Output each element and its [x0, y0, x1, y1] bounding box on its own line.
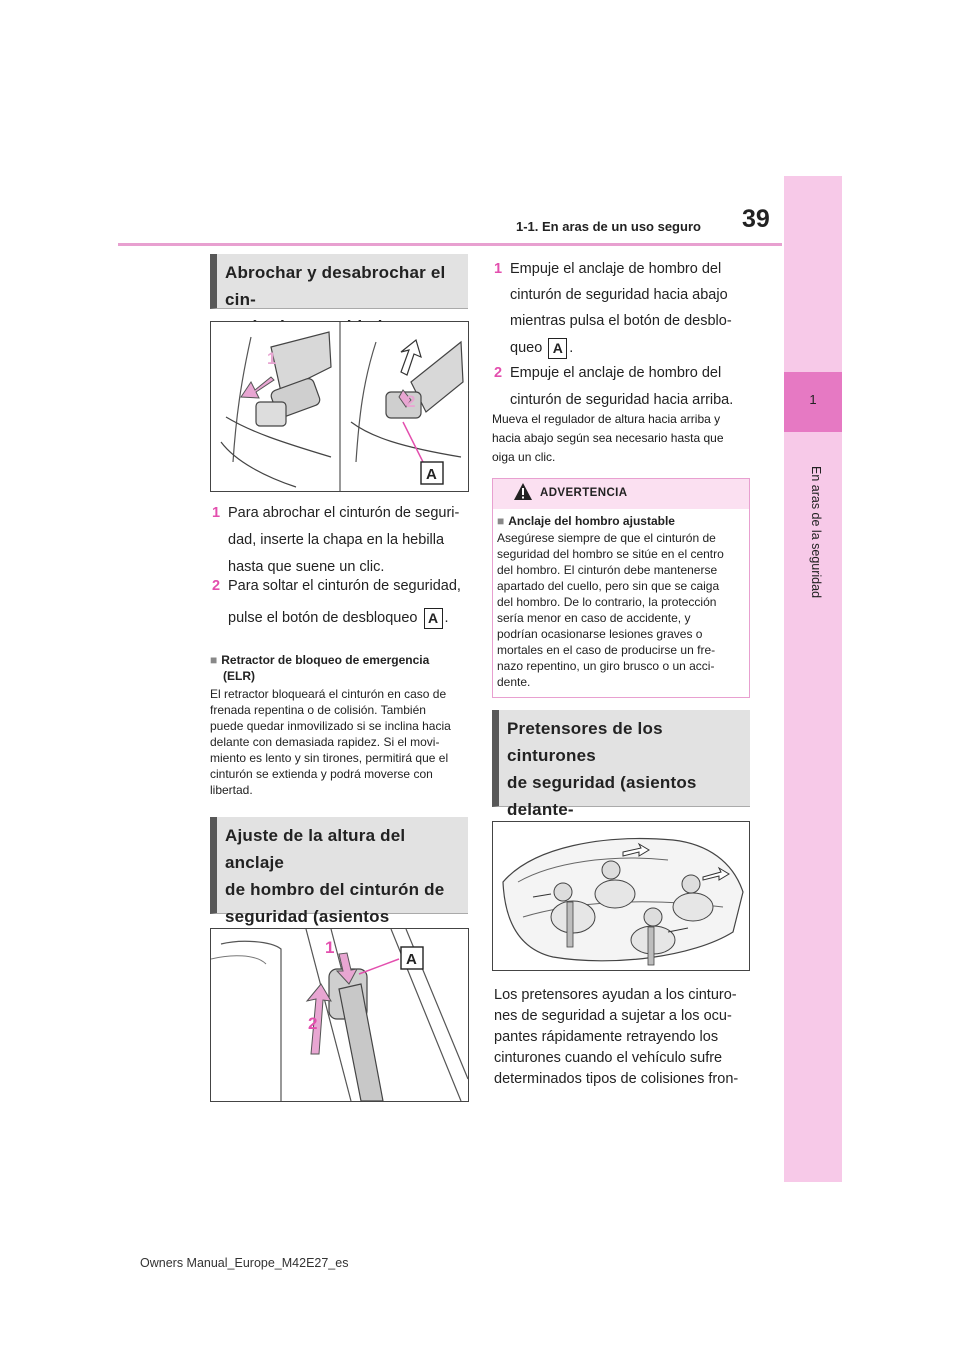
figure-label-1: 1 [267, 349, 277, 368]
step-1-push-down: 1 Empuje el anclaje de hombro del cinturón de seguridad hacia abajo mientras pulsa el botón de desblo- queo A . [494, 257, 756, 361]
height-adjust-illustration [211, 929, 468, 1101]
step-2-push-up: 2 Empuje el anclaje de hombro del cinturón de seguridad hacia arriba. [494, 365, 734, 408]
figure-label-a: A [406, 951, 417, 968]
figure-label-2: 2 [308, 1014, 318, 1033]
footer-doc-id: Owners Manual_Europe_M42E27_es [140, 1256, 349, 1270]
warning-title: ADVERTENCIA [540, 487, 628, 499]
height-note: Mueva el regulador de altura hacia arriba y hacia abajo según sea necesario hasta que oiga un clic. [492, 412, 724, 464]
step-1-buckle: 1 Para abrochar el cinturón de seguri- dad, inserte la chapa en la hebilla hasta que suene un clic. [212, 505, 460, 575]
chapter-number: 1 [809, 392, 817, 407]
buckle-figure [210, 321, 469, 492]
figure-label-a: A [426, 466, 437, 483]
vehicle-cutaway-illustration [493, 822, 749, 970]
header-rule [118, 243, 782, 246]
page-number: 39 [742, 205, 770, 233]
section-header: 1-1. En aras de un uso seguro [516, 219, 701, 234]
buckle-illustration [211, 322, 468, 491]
heading-height-adjust: Ajuste de la altura del anclaje de hombro del cinturón de seguridad (asientos [210, 817, 468, 914]
pretensioner-figure [492, 821, 750, 971]
heading-buckle: Abrochar y desabrochar el cin- [210, 254, 468, 309]
figure-label-1: 1 [325, 938, 335, 957]
heading-pretensioners: Pretensores de los cinturones de seguridad (asientos delante- [492, 710, 750, 807]
figure-label-2: 2 [406, 392, 416, 411]
pretensioner-body: Los pretensores ayudan a los cinturo- nes de seguridad a sujetar a los ocu- pantes rápidamente retrayendo los cinturones cuando el vehículo sufre determinados tipos de colisiones fron- [494, 987, 739, 1087]
height-adjust-figure [210, 928, 469, 1102]
elr-note: ■ Retractor de bloqueo de emergencia (ELR) El retractor bloqueará el cinturón en caso de frenada repentina o de colisión. También puede quedar inmovilizado si se inclina hacia delante con demasiada rapidez. Si el movi- miento es lento y sin tirones, permitirá que el cinturón se extienda y podrá moverse con libertad. [210, 653, 451, 797]
warning-triangle-icon [513, 482, 533, 502]
unlock-button-label: A [548, 338, 567, 359]
side-strip [784, 176, 842, 1182]
warning-content: ■ Anclaje del hombro ajustable Asegúrese siempre de que el cinturón de seguridad del hombro se sitúe en el centro del hombro. El cinturón debe mantenerse apartado del cuello, pero sin que se caiga del hombro. De lo contrario, la protección sería menor en caso de accidente, y podrían ocasionarse lesiones graves o mortales en el caso de producirse un fre- nazo repentino, un giro brusco o un acci- dente. [497, 514, 724, 689]
step-2-release: 2 Para soltar el cinturón de seguridad, pulse el botón de desbloqueo A . [212, 573, 474, 632]
chapter-label: En aras de la seguridad [809, 466, 823, 599]
release-button-label: A [424, 608, 443, 629]
